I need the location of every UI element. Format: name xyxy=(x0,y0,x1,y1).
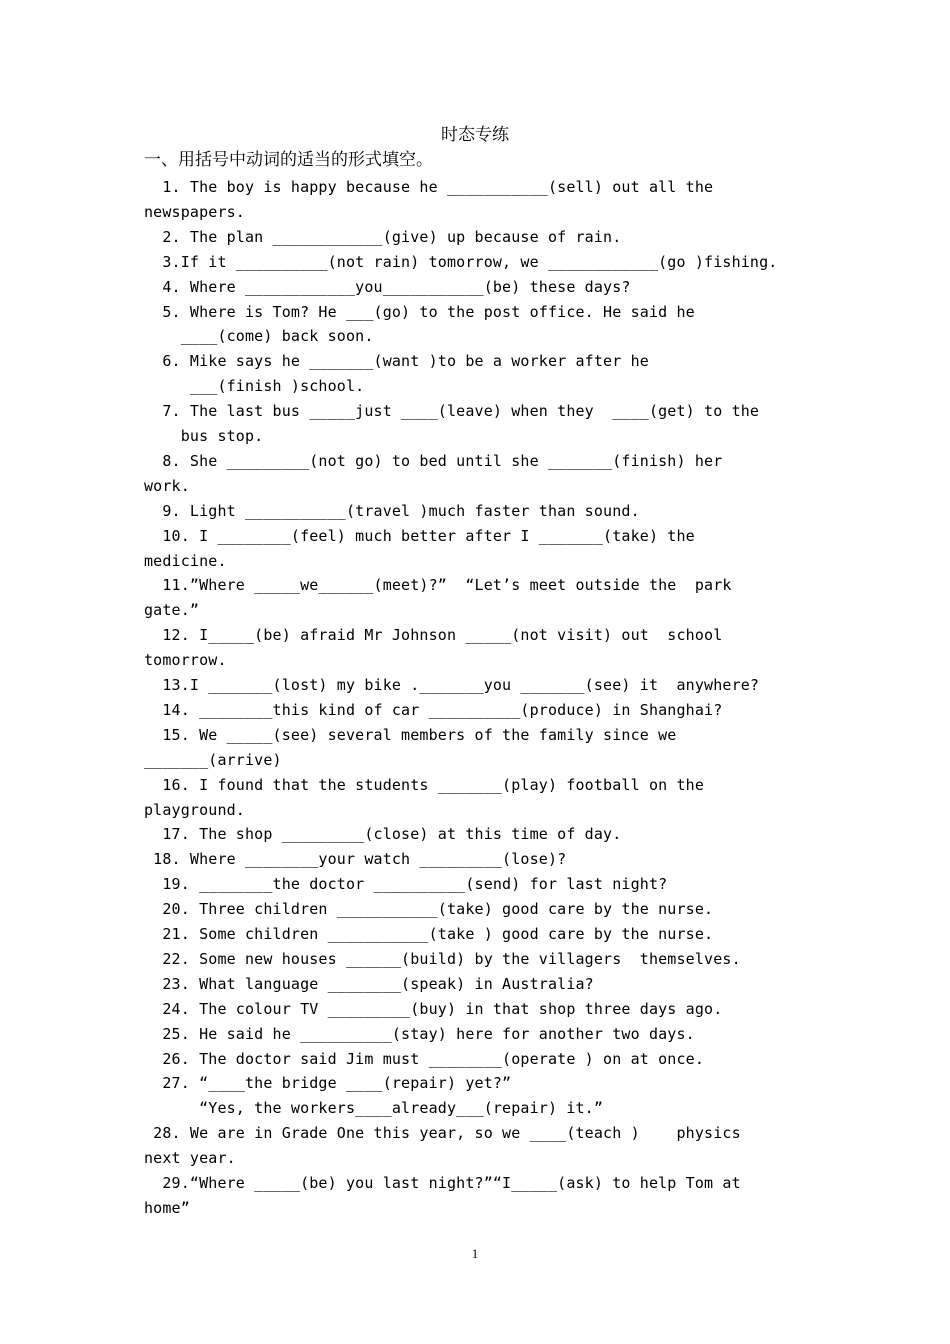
exercise-line: playground. xyxy=(144,800,245,819)
exercise-line: bus stop. xyxy=(144,427,264,445)
exercise-line: next year. xyxy=(144,1149,236,1168)
page-title: 时态专练 xyxy=(441,125,509,145)
exercise-line: ____(come) back soon. xyxy=(144,327,374,346)
page-number: 1 xyxy=(471,1246,479,1261)
exercise-line: 21. Some children ___________(take ) good care by the nurse. xyxy=(144,925,714,943)
exercise-line: 11.”Where _____we______(meet)?” “Let’s meet outside the park xyxy=(144,576,732,595)
exercise-line: work. xyxy=(144,476,190,495)
exercise-line: newspapers. xyxy=(144,202,245,221)
exercise-line: 27. “____the bridge ____(repair) yet?” xyxy=(144,1074,512,1093)
exercise-line: 25. He said he __________(stay) here for another two days. xyxy=(144,1024,695,1043)
exercise-line: 17. The shop _________(close) at this time of day. xyxy=(144,825,622,844)
exercise-line: 8. She _________(not go) to bed until she _______(finish) her xyxy=(144,451,723,470)
exercise-line: 15. We _____(see) several members of the family since we xyxy=(144,725,677,744)
exercise-line: medicine. xyxy=(144,551,227,570)
exercise-line: 29.“Where _____(be) you last night?”“I_____(ask) to help Tom at xyxy=(144,1174,741,1192)
exercise-line: tomorrow. xyxy=(144,651,227,670)
exercise-line: 2. The plan ____________(give) up because of rain. xyxy=(144,227,622,246)
exercise-line: 16. I found that the students _______(play) football on the xyxy=(144,775,705,794)
exercise-line: 4. Where ____________you___________(be) these days? xyxy=(144,277,631,296)
exercise-line: 3.If it __________(not rain) tomorrow, we ____________(go )fishing. xyxy=(144,252,778,271)
exercise-line: 28. We are in Grade One this year, so we ____(teach ) physics xyxy=(144,1124,741,1143)
exercise-line: 13.I _______(lost) my bike ._______you _______(see) it anywhere? xyxy=(144,676,760,694)
exercise-line: 26. The doctor said Jim must ________(operate ) on at once. xyxy=(144,1049,705,1068)
exercise-line: 18. Where ________your watch _________(lose)? xyxy=(144,850,567,869)
exercise-line: 10. I ________(feel) much better after I _______(take) the xyxy=(144,526,695,545)
exercise-line: 5. Where is Tom? He ___(go) to the post office. He said he xyxy=(144,302,695,321)
exercise-line: 12. I_____(be) afraid Mr Johnson _____(not visit) out school xyxy=(144,626,723,645)
exercise-line: _______(arrive) xyxy=(144,750,282,769)
exercise-line: 20. Three children ___________(take) good care by the nurse. xyxy=(144,900,714,919)
exercise-line: “Yes, the workers____already___(repair) it.” xyxy=(144,1099,604,1118)
exercise-line: 22. Some new houses ______(build) by the villagers themselves. xyxy=(144,949,741,968)
exercise-line: 1. The boy is happy because he ___________(sell) out all the xyxy=(144,178,714,196)
exercise-line: 6. Mike says he _______(want )to be a worker after he xyxy=(144,352,649,371)
exercise-line: 19. ________the doctor __________(send) for last night? xyxy=(144,875,668,894)
exercise-line: 7. The last bus _____just ____(leave) when they ____(get) to the xyxy=(144,402,760,421)
exercise-line: 23. What language ________(speak) in Australia? xyxy=(144,974,594,993)
exercise-line: 24. The colour TV _________(buy) in that shop three days ago. xyxy=(144,999,723,1018)
exercise-line: 9. Light ___________(travel )much faster than sound. xyxy=(144,501,640,520)
exercise-line: gate.” xyxy=(144,601,200,620)
exercise-line: 14. ________this kind of car __________(produce) in Shanghai? xyxy=(144,700,723,719)
section-heading: 一、用括号中动词的适当的形式填空。 xyxy=(144,150,433,170)
exercise-line: home” xyxy=(144,1198,190,1217)
exercise-line: ___(finish )school. xyxy=(144,377,365,396)
